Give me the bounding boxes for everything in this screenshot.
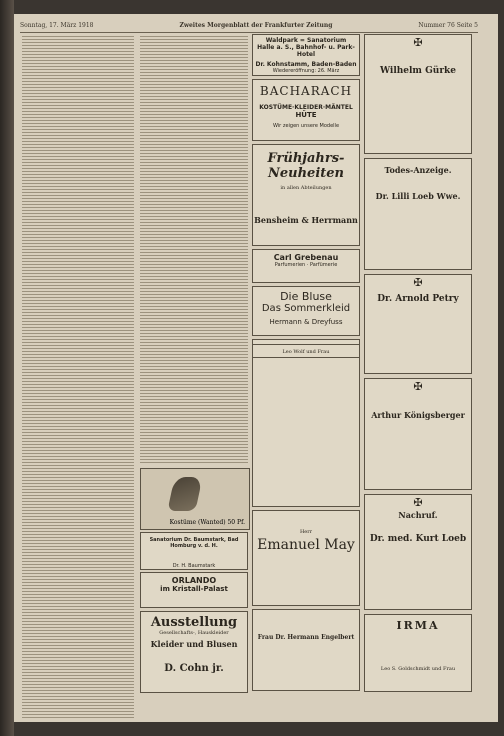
sanatorium-title: Sanatorium Dr. Baumstark, Bad Homburg v. d. H. bbox=[149, 537, 239, 549]
irma-parents: Leo S. Goldschmidt und Frau bbox=[380, 666, 456, 672]
fruehjahr-title-2: Neuheiten bbox=[268, 166, 344, 181]
ausstellung-line3: Kleider und Blusen bbox=[150, 639, 238, 649]
page-header bbox=[20, 18, 478, 33]
leo-wolf-text: Leo Wolf und Frau bbox=[282, 349, 330, 355]
cross-icon: ✠ bbox=[413, 496, 423, 509]
ad-leo-wolf bbox=[252, 344, 360, 358]
text-column-1 bbox=[22, 34, 134, 718]
ad-ausstellung bbox=[140, 611, 248, 693]
ausstellung-firm: D. Cohn jr. bbox=[164, 663, 224, 674]
fruehjahr-title: Frühjahrs- bbox=[267, 151, 345, 166]
ad-orlando bbox=[140, 572, 248, 608]
ausstellung-title: Ausstellung bbox=[150, 615, 238, 630]
header-page: Nummer 76 Seite 5 bbox=[418, 21, 478, 29]
todes-title: Todes-Anzeige. bbox=[384, 165, 452, 175]
kostuem-label: Kostüme (Wanted) 50 Pf. bbox=[169, 519, 245, 526]
waldpark-reopening: Wiedereröffnung: 26. März bbox=[272, 68, 340, 74]
waldpark-halle: Halle a. S., Bahnhof- u. Park-Hotel bbox=[257, 44, 355, 58]
emanuel-herr: Herr bbox=[299, 529, 313, 535]
engelbert-name: Frau Dr. Hermann Engelbert bbox=[257, 634, 355, 641]
waldpark-title: Waldpark = Sanatorium bbox=[265, 37, 347, 44]
ad-waldpark bbox=[252, 34, 360, 76]
petry-name: Dr. Arnold Petry bbox=[377, 294, 459, 304]
orlando-subtitle: im Kristall-Palast bbox=[160, 585, 228, 593]
book-gutter bbox=[0, 0, 14, 736]
bacharach-hats: HÜTE bbox=[295, 111, 317, 119]
ad-bacharach bbox=[252, 79, 360, 141]
ad-emanuel-may bbox=[252, 510, 360, 606]
bacharach-models: Wir zeigen unsere Modelle bbox=[272, 123, 340, 129]
orlando-title: ORLANDO bbox=[171, 576, 217, 585]
sanatorium-doctor: Dr. H. Baumstark bbox=[172, 563, 216, 569]
ad-bluse bbox=[252, 286, 360, 336]
ausstellung-line2: Gesellschafts-, Hauskleider bbox=[159, 630, 229, 636]
ad-sanatorium bbox=[140, 532, 248, 570]
bluse-title: Die Bluse bbox=[280, 290, 332, 303]
nachruf-name: Dr. med. Kurt Loeb bbox=[369, 534, 467, 544]
ad-grebenau bbox=[252, 249, 360, 283]
fruehjahr-subtitle: in allen Abteilungen bbox=[280, 185, 332, 191]
header-date: Sonntag, 17. März 1918 bbox=[20, 21, 94, 29]
ad-fruehjahr bbox=[252, 144, 360, 246]
ad-todes-anzeige bbox=[364, 158, 472, 270]
bluse-subtitle: Das Sommerkleid bbox=[261, 303, 351, 314]
kostuem-illustration bbox=[140, 468, 250, 530]
bacharach-title: BACHARACH bbox=[259, 84, 353, 98]
nachruf-title: Nachruf. bbox=[398, 510, 438, 520]
bacharach-goods: KOSTÜME·KLEIDER·MÄNTEL bbox=[259, 104, 353, 111]
emanuel-name: Emanuel May bbox=[257, 537, 355, 553]
grebenau-subtitle: Parfumerien · Parfümerie bbox=[274, 262, 338, 268]
ad-irma bbox=[364, 614, 472, 692]
bluse-firm: Hermann & Dreyfuss bbox=[269, 318, 343, 326]
cross-icon: ✠ bbox=[413, 276, 423, 289]
todes-name: Dr. Lilli Loeb Wwe. bbox=[375, 191, 461, 201]
header-title: Zweites Morgenblatt der Frankfurter Zeitung bbox=[179, 21, 333, 29]
ad-petry bbox=[364, 274, 472, 374]
ad-nachruf bbox=[364, 494, 472, 610]
cross-icon: ✠ bbox=[413, 36, 423, 49]
grebenau-title: Carl Grebenau bbox=[273, 253, 339, 262]
guerke-name: Wilhelm Gürke bbox=[379, 66, 457, 76]
text-column-2 bbox=[140, 34, 248, 464]
irma-title: IRMA bbox=[396, 619, 440, 632]
ad-guerke bbox=[364, 34, 472, 154]
cross-icon: ✠ bbox=[413, 380, 423, 393]
waldpark-doctor: Dr. Kohnstamm, Baden-Baden bbox=[255, 61, 357, 68]
ad-koenigsberger bbox=[364, 378, 472, 490]
ad-engelbert bbox=[252, 609, 360, 691]
announcements-block bbox=[252, 339, 360, 507]
koenigsberger-name: Arthur Königsberger bbox=[371, 410, 465, 420]
fruehjahr-firm: Bensheim & Herrmann bbox=[254, 215, 358, 225]
